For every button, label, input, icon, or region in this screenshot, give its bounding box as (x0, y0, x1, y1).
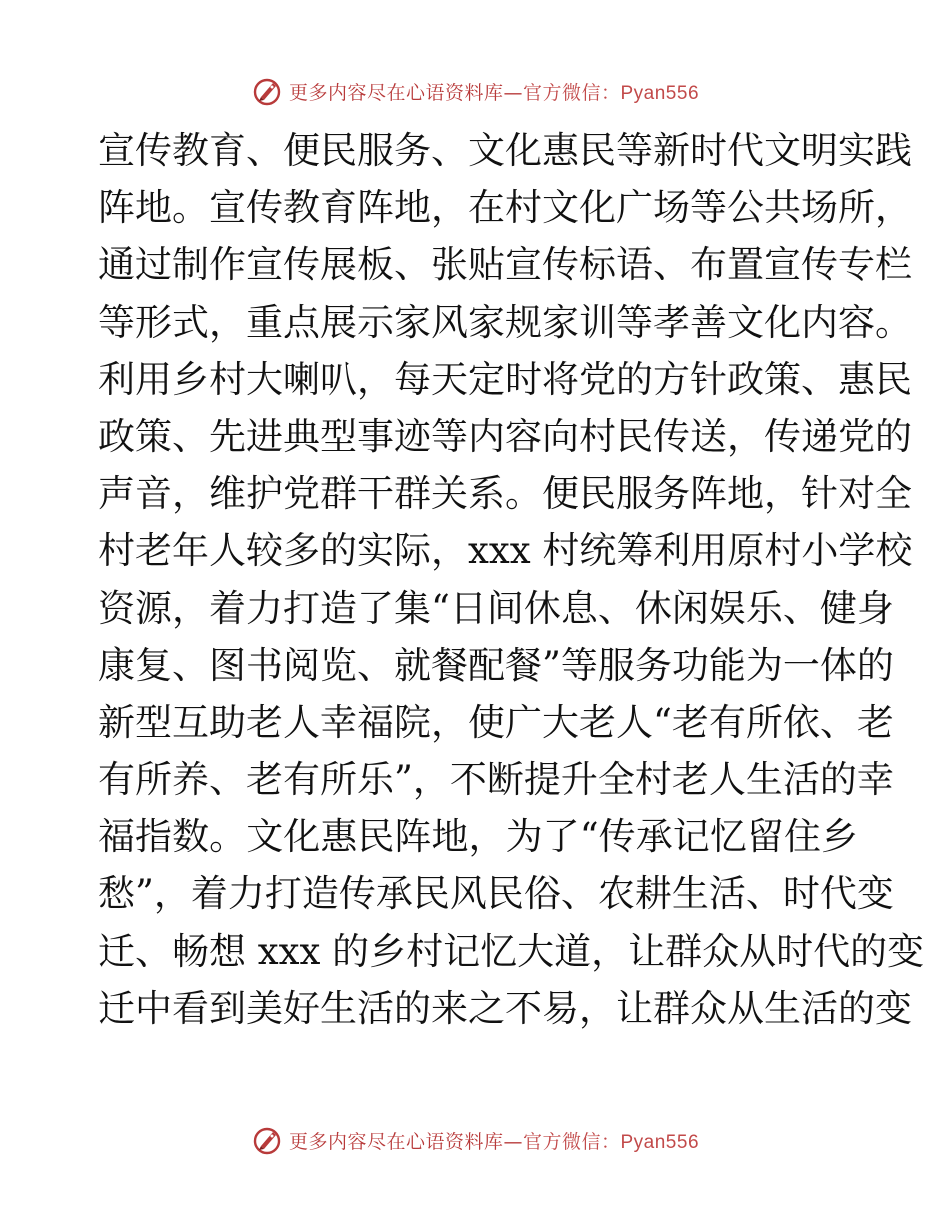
body-line: 有所养、老有所乐”，不断提升全村老人生活的幸 (98, 758, 894, 802)
body-line: 康复、图书阅览、就餐配餐”等服务功能为一体的 (98, 643, 894, 687)
header-banner (0, 71, 950, 111)
body-line: 声音，维护党群干群关系。便民服务阵地，针对全 (98, 472, 912, 516)
footer-wechat-label: 官方微信： (522, 1130, 621, 1153)
header-wechat-label: 官方微信： (522, 81, 621, 104)
body-line: 福指数。文化惠民阵地，为了“传承记忆留住乡 (98, 815, 858, 859)
footer-banner-title: 更多内容尽在心语资料库 (288, 1130, 504, 1153)
body-line: 等形式，重点展示家风家规家训等孝善文化内容。 (98, 300, 912, 344)
footer-wechat-id: Pyan556 (620, 1131, 700, 1153)
footer-banner (0, 1120, 950, 1160)
body-line: 愁”，着力打造传承民风民俗、农耕生活、时代变 (98, 872, 894, 916)
body-line: 利用乡村大喇叭，每天定时将党的方针政策、惠民 (98, 357, 912, 401)
body-line: 阵地。宣传教育阵地，在村文化广场等公共场所， (98, 186, 912, 230)
pen-nib-logo-icon (251, 75, 283, 107)
body-line: 通过制作宣传展板、张贴宣传标语、布置宣传专栏 (98, 243, 912, 287)
body-line: 迁、畅想 xxx 的乡村记忆大道，让群众从时代的变 (98, 929, 925, 973)
header-banner-separator: — (503, 81, 523, 104)
footer-banner-separator: — (503, 1130, 523, 1153)
header-banner-title: 更多内容尽在心语资料库 (288, 81, 504, 104)
body-line: 宣传教育、便民服务、文化惠民等新时代文明实践 (98, 129, 912, 172)
body-line: 新型互助老人幸福院，使广大老人“老有所依、老 (98, 700, 894, 744)
body-line: 政策、先进典型事迹等内容向村民传送，传递党的 (98, 414, 912, 458)
header-banner-text (289, 78, 699, 105)
pen-nib-logo-icon (251, 1124, 283, 1156)
body-line: 迁中看到美好生活的来之不易，让群众从生活的变 (98, 986, 912, 1030)
body-line: 村老年人较多的实际，xxx 村统筹利用原村小学校 (98, 529, 913, 573)
footer-banner-text (289, 1127, 699, 1154)
header-wechat-id: Pyan556 (620, 82, 700, 104)
body-line: 资源，着力打造了集“日间休息、休闲娱乐、健身 (98, 586, 894, 630)
document-body (98, 122, 925, 1037)
